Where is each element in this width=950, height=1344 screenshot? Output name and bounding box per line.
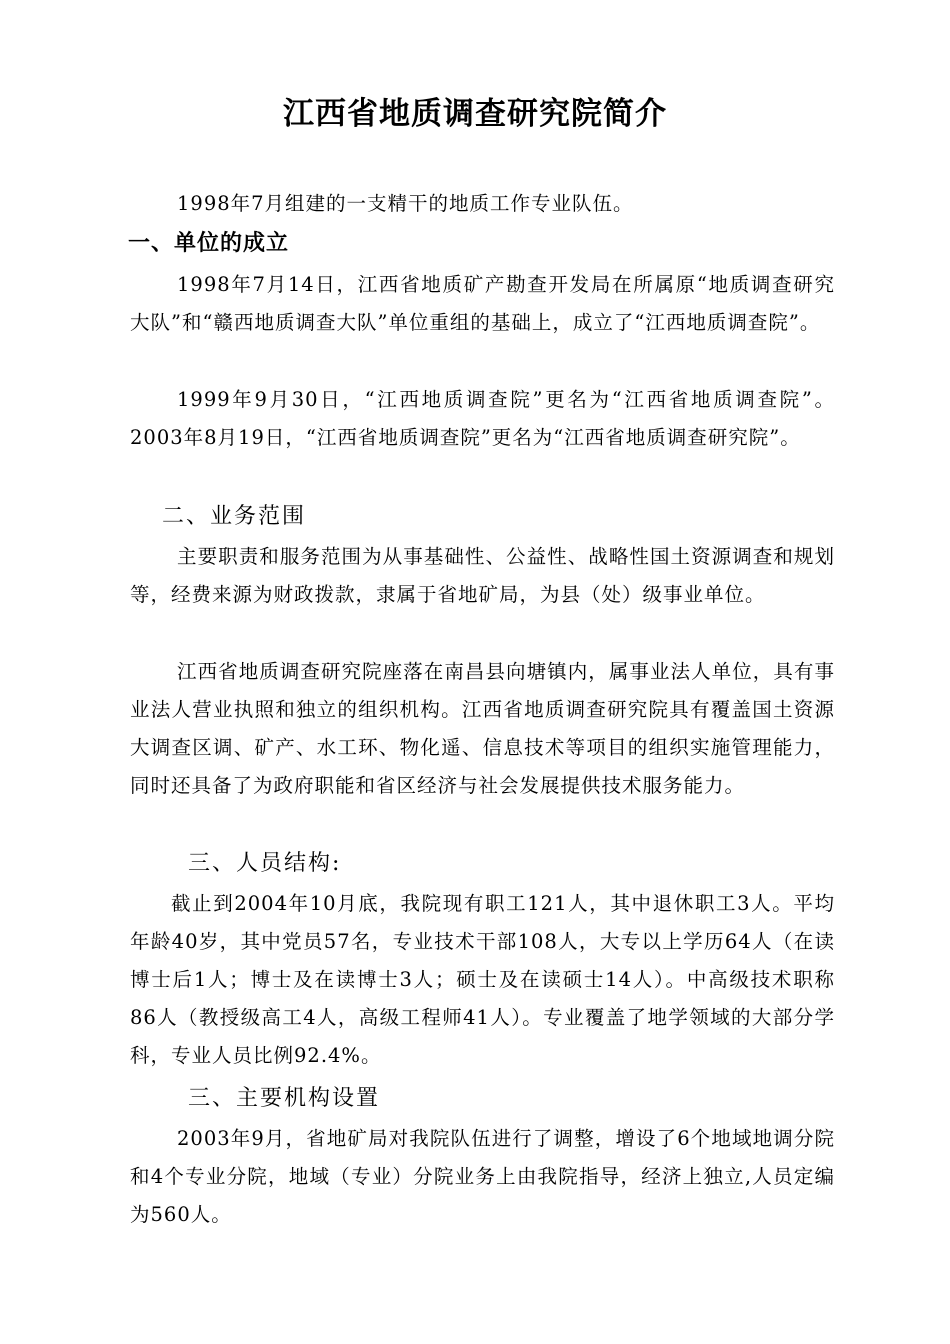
paragraph-establishment-1: 1998年7月14日，江西省地质矿产勘查开发局在所属原“地质调查研究大队”和“赣西地质调查大队”单位重组的基础上，成立了“江西地质调查院”。 bbox=[130, 273, 835, 334]
section-heading-establishment: 一、单位的成立 bbox=[128, 231, 290, 256]
section-heading-personnel: 三、人员结构: bbox=[188, 851, 342, 876]
section-heading-business-scope: 二、业务范围 bbox=[162, 504, 307, 529]
intro-paragraph: 1998年7月组建的一支精干的地质工作专业队伍。 bbox=[177, 192, 634, 215]
paragraph-business-scope-2: 江西省地质调查研究院座落在南昌县向塘镇内，属事业法人单位，具有事业法人营业执照和独立的组织机构。江西省地质调查研究院具有覆盖国土资源大调查区调、矿产、水工环、物化遥、信息技术等项目的组织实施管理能力，同时还具备了为政府职能和省区经济与社会发展提供技术服务能力。 bbox=[130, 660, 835, 797]
paragraph-establishment-2: 1999年9月30日，“江西地质调查院”更名为“江西省地质调查院”。2003年8月19日，“江西省地质调查院”更名为“江西省地质调查研究院”。 bbox=[130, 388, 835, 449]
paragraph-business-scope-1: 主要职责和服务范围为从事基础性、公益性、战略性国土资源调查和规划等，经费来源为财政拨款，隶属于省地矿局，为县（处）级事业单位。 bbox=[130, 545, 835, 606]
document-title: 江西省地质调查研究院简介 bbox=[283, 96, 667, 132]
paragraph-personnel: 截止到2004年10月底，我院现有职工121人，其中退休职工3人。平均年龄40岁，其中党员57名，专业技术干部108人，大专以上学历64人（在读博士后1人；博士及在读博士3人；硕士及在读硕士14人）。中高级技术职称86人（教授级高工4人，高级工程师41人）。专业覆盖了地学领域的大部分学科，专业人员比例92.4%。 bbox=[130, 892, 835, 1067]
section-heading-organization: 三、主要机构设置 bbox=[188, 1086, 381, 1111]
paragraph-organization: 2003年9月，省地矿局对我院队伍进行了调整，增设了6个地域地调分院和4个专业分院，地域（专业）分院业务上由我院指导，经济上独立,人员定编为560人。 bbox=[130, 1127, 835, 1226]
